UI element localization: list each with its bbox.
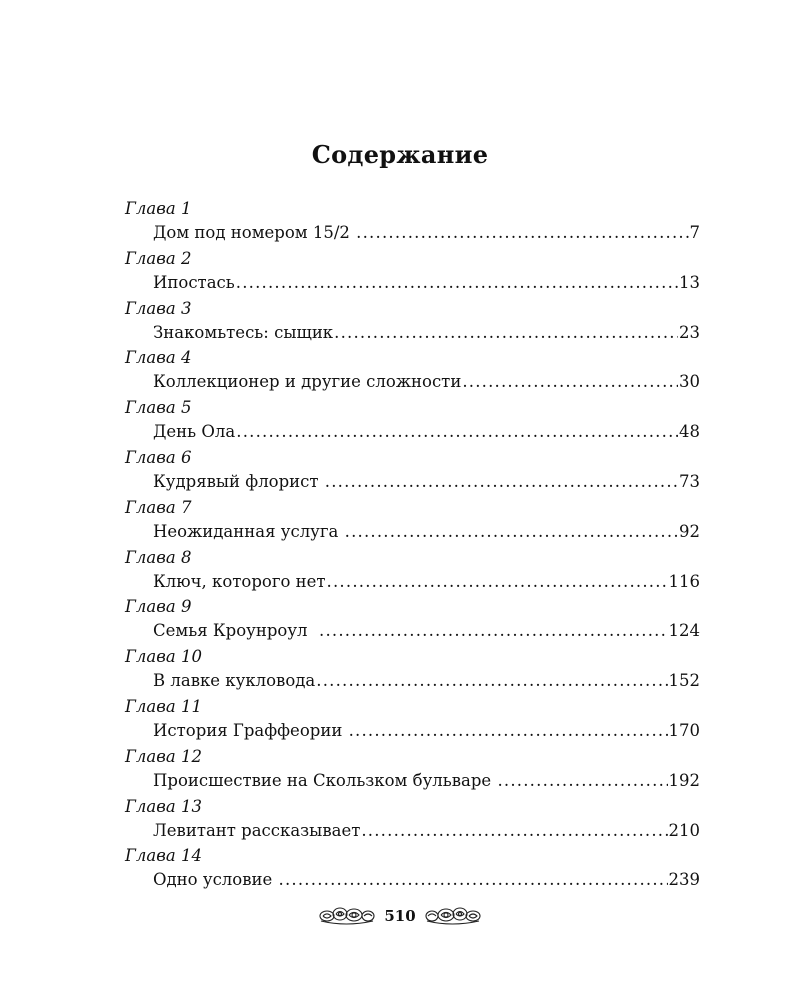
toc-entry [125, 448, 700, 498]
toc-entry [125, 398, 700, 448]
page-number: 210 [668, 820, 700, 840]
chapter-title: Неожиданная услуга [153, 521, 344, 541]
toc-entry [125, 548, 700, 598]
chapter-title: Левитант рассказывает [153, 820, 361, 840]
page-number: 152 [668, 671, 700, 691]
toc-entry [125, 747, 700, 797]
chapter-title: Дом под номером 15/2 [153, 223, 356, 242]
dot-leader [334, 321, 678, 345]
chapter-line [153, 470, 700, 494]
page-title: Содержание [311, 140, 489, 169]
page-number: 116 [668, 571, 700, 591]
chapter-line [153, 868, 700, 892]
page-number: 30 [679, 372, 700, 392]
dot-leader [236, 271, 678, 295]
page-number: 7 [689, 223, 700, 242]
toc-entry [125, 199, 700, 249]
floral-ornament-left-icon [318, 905, 376, 927]
chapter-label: Глава 14 [125, 846, 202, 866]
dot-leader [345, 520, 678, 544]
chapter-line [153, 669, 700, 693]
chapter-label: Глава 7 [125, 497, 192, 517]
chapter-label: Глава 9 [125, 597, 192, 617]
toc-entry [125, 647, 700, 697]
chapter-line [153, 271, 700, 295]
chapter-title: Происшествие на Скользком бульваре [153, 770, 497, 790]
page-number: 13 [679, 272, 700, 292]
chapter-line [153, 769, 700, 793]
chapter-title: В лавке кукловода [153, 671, 316, 691]
dot-leader [316, 669, 667, 693]
page-number: 23 [679, 322, 700, 342]
chapter-label: Глава 13 [125, 796, 202, 816]
page-number: 239 [668, 870, 700, 890]
toc-entry [125, 299, 700, 349]
chapter-title: Одно условие [153, 870, 278, 890]
dot-leader [236, 420, 678, 444]
dot-leader [279, 868, 668, 892]
page-number-footer: 510 [384, 907, 416, 925]
chapter-label: Глава 3 [125, 298, 192, 318]
chapter-title: День Ола [153, 422, 236, 442]
chapter-label: Глава 4 [125, 348, 192, 368]
dot-leader [497, 769, 667, 793]
chapter-label: Глава 8 [125, 547, 192, 567]
chapter-title: Кудрявый флорист [153, 471, 324, 491]
table-of-contents [125, 199, 700, 896]
chapter-label: Глава 1 [125, 199, 192, 218]
dot-leader [462, 370, 678, 394]
toc-entry [125, 846, 700, 896]
page-number: 73 [679, 471, 700, 491]
dot-leader [361, 819, 667, 843]
chapter-line [153, 520, 700, 544]
chapter-line [153, 321, 700, 345]
chapter-label: Глава 12 [125, 746, 202, 766]
dot-leader [325, 470, 678, 494]
chapter-title: Ипостась [153, 272, 235, 292]
chapter-title: Семья Кроунроул [153, 621, 319, 641]
chapter-title: Знакомьтесь: сыщик [153, 322, 334, 342]
dot-leader [327, 570, 668, 594]
toc-entry [125, 498, 700, 548]
dot-leader [319, 619, 667, 643]
chapter-line [153, 570, 700, 594]
chapter-line [153, 420, 700, 444]
chapter-title: Коллекционер и другие сложности [153, 372, 462, 392]
chapter-line [153, 619, 700, 643]
chapter-line [153, 370, 700, 394]
chapter-title: История Граффеории [153, 720, 348, 740]
page-number: 124 [668, 621, 700, 641]
chapter-label: Глава 6 [125, 447, 192, 467]
chapter-line [153, 221, 700, 245]
chapter-label: Глава 5 [125, 398, 192, 418]
toc-entry [125, 797, 700, 847]
floral-ornament-right-icon [424, 905, 482, 927]
toc-entry [125, 597, 700, 647]
chapter-line [153, 819, 700, 843]
chapter-label: Глава 2 [125, 248, 192, 268]
dot-leader [356, 221, 688, 245]
dot-leader [349, 719, 668, 743]
chapter-line [153, 719, 700, 743]
toc-entry [125, 697, 700, 747]
chapter-label: Глава 11 [125, 696, 202, 716]
chapter-label: Глава 10 [125, 647, 202, 667]
page-number: 48 [679, 422, 700, 442]
toc-entry [125, 348, 700, 398]
toc-entry [125, 249, 700, 299]
page-footer [0, 901, 800, 931]
page-number: 170 [668, 720, 700, 740]
page-number: 192 [668, 770, 700, 790]
chapter-title: Ключ, которого нет [153, 571, 326, 591]
page-number: 92 [679, 521, 700, 541]
